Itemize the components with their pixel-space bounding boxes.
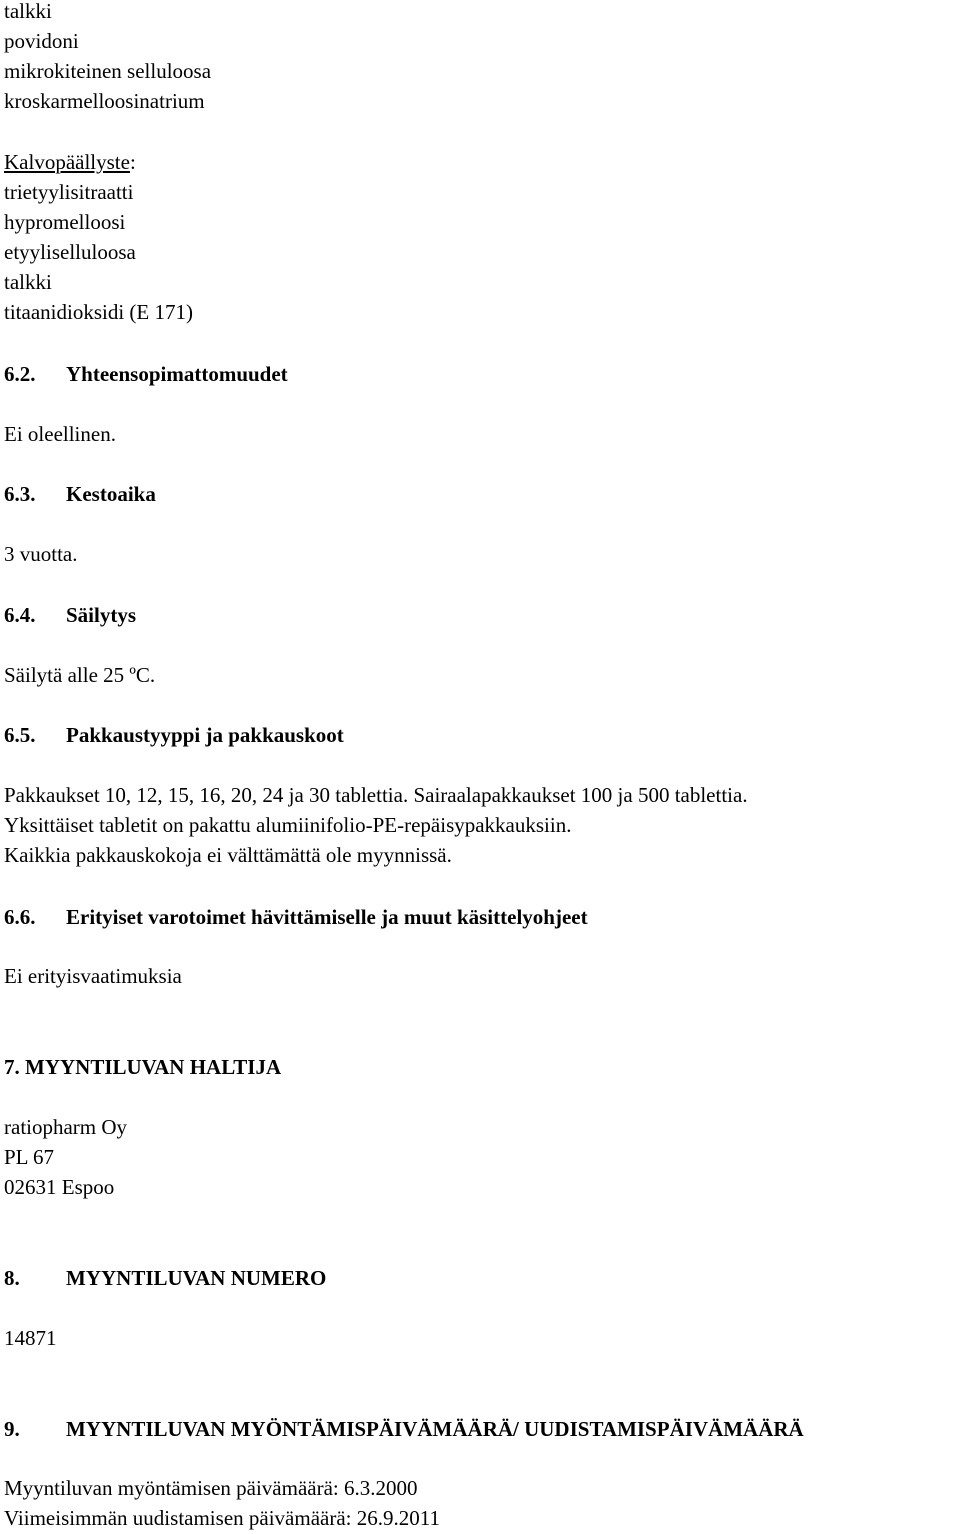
holder-address-line: 02631 Espoo [4,1175,115,1199]
date-line: Viimeisimmän uudistamisen päivämäärä: 26.9.2011 [4,1506,440,1530]
holder-address-line: PL 67 [4,1145,54,1169]
coating-item: etyyliselluloosa [4,240,136,264]
section-body-6-3: 3 vuotta. [4,542,78,566]
section-title: MYYNTILUVAN MYÖNTÄMISPÄIVÄMÄÄRÄ/ UUDISTAMISPÄIVÄMÄÄRÄ [66,1417,804,1441]
section-heading-6-2 [4,361,288,387]
section-number: 6.2. [4,362,36,386]
ingredient-line: povidoni [4,29,79,53]
section-number: 9. [4,1417,20,1441]
section-heading-7: 7. MYYNTILUVAN HALTIJA [4,1055,282,1079]
section-title: Pakkaustyyppi ja pakkauskoot [66,723,344,747]
section-body-6-5-line: Kaikkia pakkauskokoja ei välttämättä ole myynnissä. [4,843,452,867]
section-title: Kestoaika [66,482,156,506]
ingredient-line: talkki [4,0,52,23]
section-heading-6-4 [4,602,136,628]
section-heading-9 [4,1416,804,1442]
coating-item: talkki [4,270,52,294]
section-number: 6.5. [4,723,36,747]
section-title: MYYNTILUVAN NUMERO [66,1266,327,1290]
section-number: 6.6. [4,905,36,929]
section-body-8: 14871 [4,1326,57,1350]
section-heading-6-6 [4,904,588,930]
section-heading-6-5 [4,722,344,748]
section-title: Yhteensopimattomuudet [66,362,288,386]
section-body-6-4: Säilytä alle 25 ºC. [4,663,156,687]
ingredient-line: mikrokiteinen selluloosa [4,59,212,83]
section-body-6-5-line: Pakkaukset 10, 12, 15, 16, 20, 24 ja 30 tablettia. Sairaalapakkaukset 100 ja 500 tablettia. [4,783,748,807]
coating-item: trietyylisitraatti [4,180,134,204]
section-number: 6.3. [4,482,36,506]
section-body-6-5-line: Yksittäiset tabletit on pakattu alumiinifolio-PE-repäisypakkauksiin. [4,813,572,837]
section-number: 8. [4,1266,20,1290]
date-line: Myyntiluvan myöntämisen päivämäärä: 6.3.2000 [4,1476,418,1500]
section-title: Säilytys [66,603,137,627]
section-heading-6-3 [4,481,156,507]
coating-item: titaanidioksidi (E 171) [4,300,193,324]
section-body-6-6: Ei erityisvaatimuksia [4,964,182,988]
coating-heading [4,149,136,175]
holder-address-line: ratiopharm Oy [4,1115,128,1139]
section-body-6-2: Ei oleellinen. [4,422,116,446]
coating-item: hypromelloosi [4,210,126,234]
section-title: Erityiset varotoimet hävittämiselle ja muut käsittelyohjeet [66,905,588,929]
coating-heading-colon: : [129,150,136,174]
section-number: 6.4. [4,603,36,627]
coating-heading-text: Kalvopäällyste [4,150,130,174]
ingredient-line: kroskarmelloosinatrium [4,89,205,113]
section-heading-8 [4,1265,326,1291]
